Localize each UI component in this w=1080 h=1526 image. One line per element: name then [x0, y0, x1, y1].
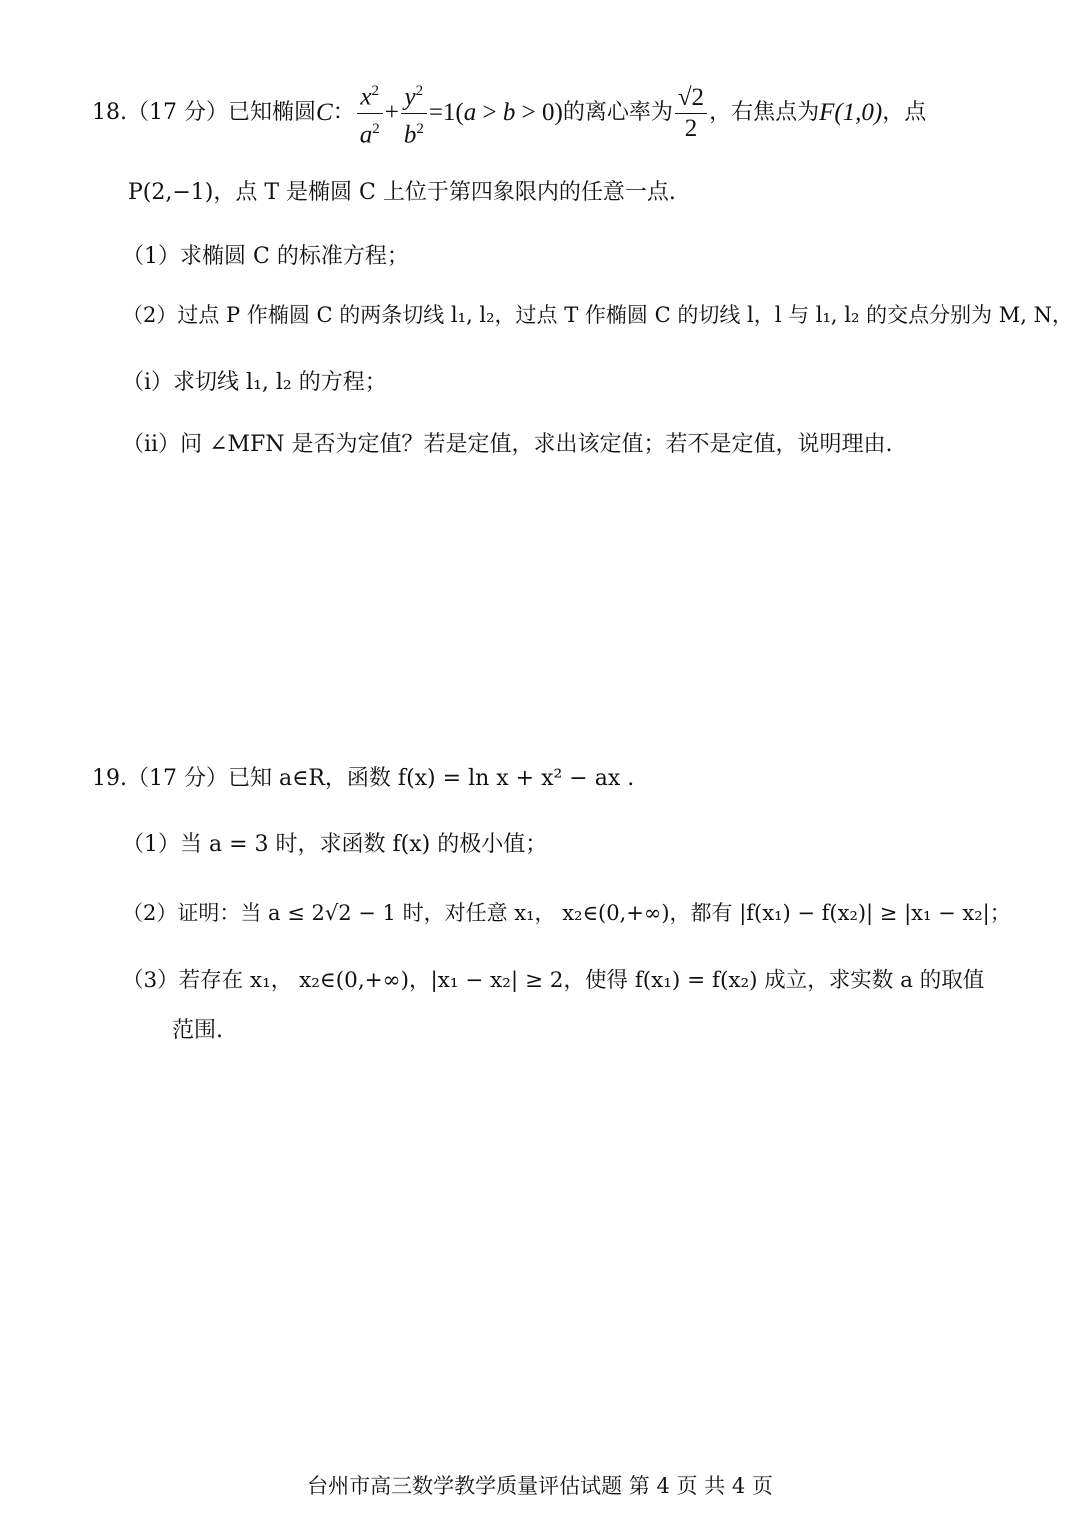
q19-part2: （2）证明：当 a ≤ 2√2 − 1 时，对任意 x₁， x₂∈(0,+∞)，都有 |f(x₁) − f(x₂)| ≥ |x₁ − x₂|； — [122, 901, 1011, 925]
q18-focus-text: ，右焦点为 — [709, 100, 820, 125]
fraction-x2-a2: $\frac{x^2}{a^2}$ — [357, 76, 383, 150]
q18-focus-point: F(1,0) — [819, 99, 883, 126]
q18-given: 已知椭圆 — [228, 100, 317, 125]
fraction-sqrt2-over-2: $\frac{√2}{2}$ — [675, 83, 707, 144]
q18-points: （17 分） — [127, 100, 228, 125]
q19-part3: （3）若存在 x₁， x₂∈(0,+∞)，|x₁ − x₂| ≥ 2，使得 f(x₁) = f(x₂) 成立，求实数 a 的取值 — [122, 968, 985, 993]
q18-point-word: ，点 — [882, 100, 927, 125]
q19-line1: 19.（17 分）已知 a∈R，函数 f(x) = ln x + x² − ax . — [92, 766, 635, 791]
q18-line1: 18. （17 分） 已知椭圆 C ： $\frac{x^2}{a^2}$ + $\frac{y^2}{b^2}$ =1(a > b > 0) 的离心率为 $\frac{√2}{2}$ ，右焦点为 F(1,0) ，点 — [92, 78, 926, 148]
q19-part1: （1）当 a = 3 时，求函数 f(x) 的极小值； — [122, 832, 548, 857]
q18-line2: P(2,−1)，点 T 是椭圆 C 上位于第四象限内的任意一点. — [128, 180, 676, 205]
q18-part2-ii: （ii）问 ∠MFN 是否为定值？若是定值，求出该定值；若不是定值，说明理由. — [122, 432, 893, 457]
q18-part2-i: （i）求切线 l₁, l₂ 的方程； — [122, 370, 387, 395]
q18-part1: （1）求椭圆 C 的标准方程； — [122, 244, 409, 269]
q18-ecc-text: 的离心率为 — [562, 100, 673, 125]
fraction-y2-b2: $\frac{y^2}{b^2}$ — [401, 76, 427, 150]
q18-part2: （2）过点 P 作椭圆 C 的两条切线 l₁, l₂，过点 T 作椭圆 C 的切线 l，l 与 l₁, l₂ 的交点分别为 M, N， — [122, 303, 1073, 327]
q18-number: 18. — [92, 100, 127, 125]
page-footer: 台州市高三数学教学质量评估试题 第 4 页 共 4 页 — [307, 1474, 773, 1498]
q19-part3b: 范围. — [172, 1018, 223, 1043]
q18-colon: ： — [332, 100, 355, 125]
q18-ellipse-name: C — [316, 99, 333, 126]
